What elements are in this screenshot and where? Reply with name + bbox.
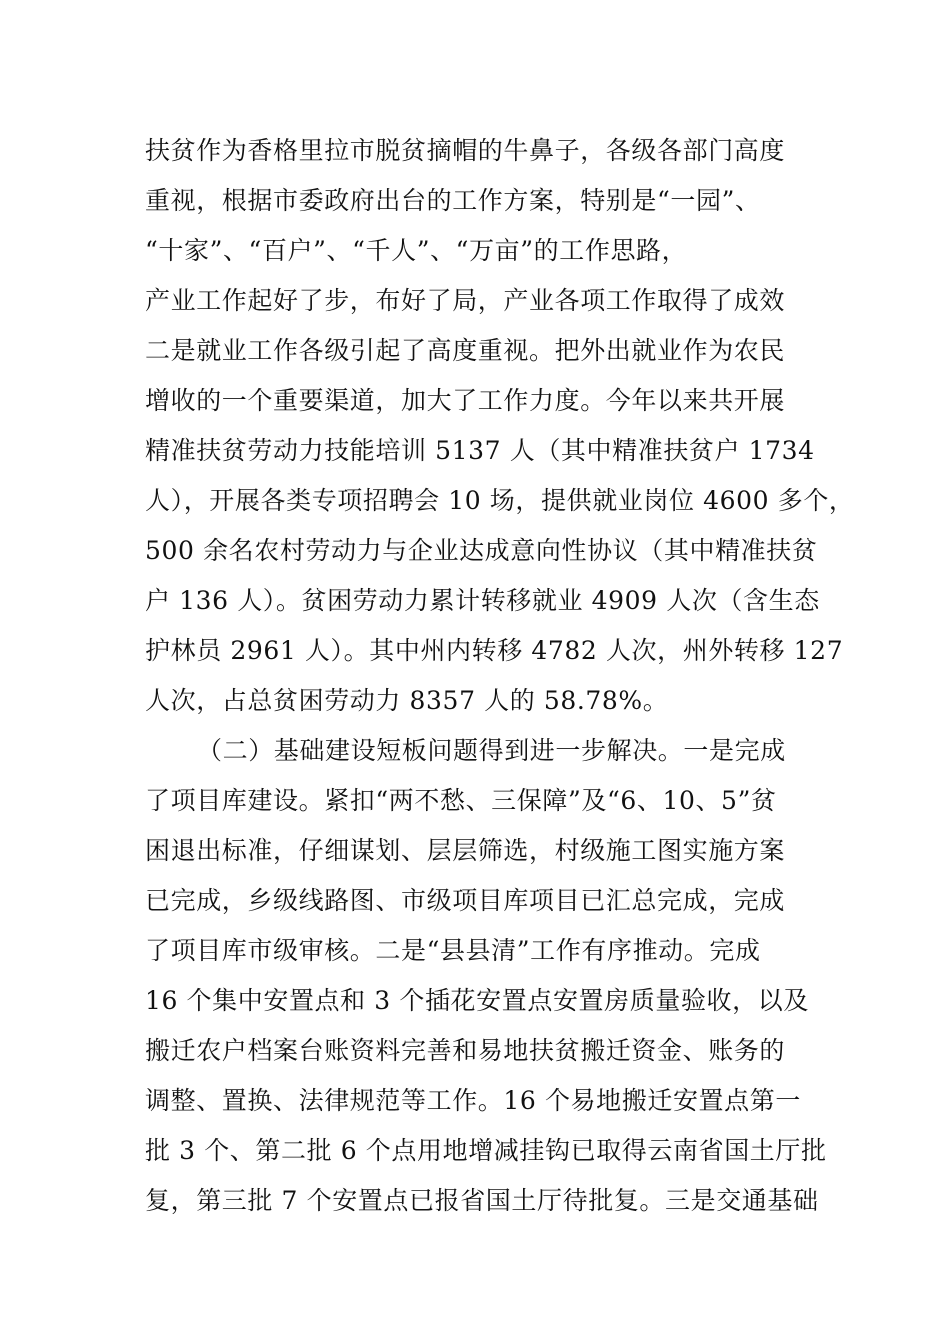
text-line: 调整、置换、法律规范等工作。16 个易地搬迁安置点第一 [145,1086,801,1115]
text-line: 16 个集中安置点和 3 个插花安置点安置房质量验收，以及 [145,986,809,1015]
text-line: 了项目库市级审核。二是“县县清”工作有序推动。完成 [145,936,761,965]
text-line: 人），开展各类专项招聘会 10 场，提供就业岗位 4600 多个， [145,486,855,515]
section-heading-line: （二）基础建设短板问题得到进一步解决。一是完成 [197,736,786,765]
text-line: 了项目库建设。紧扣“两不愁、三保障”及“6、10、5”贫 [145,786,777,815]
text-line: 护林员 2961 人）。其中州内转移 4782 人次，州外转移 127 [145,636,844,665]
text-line: 复，第三批 7 个安置点已报省国土厅待批复。三是交通基础 [145,1186,819,1215]
text-line: 重视，根据市委政府出台的工作方案，特别是“一园”、 [145,186,761,215]
body-text [145,126,855,1226]
text-line: 精准扶贫劳动力技能培训 5137 人（其中精准扶贫户 1734 [145,436,815,465]
text-line: 困退出标准，仔细谋划、层层筛选，村级施工图实施方案 [145,836,786,865]
text-line: 批 3 个、第二批 6 个点用地增减挂钩已取得云南省国土厅批 [145,1136,827,1165]
text-line: 增收的一个重要渠道，加大了工作力度。今年以来共开展 [145,386,786,415]
text-line: 户 136 人）。贫困劳动力累计转移就业 4909 人次（含生态 [145,586,820,615]
text-line: 人次，占总贫困劳动力 8357 人的 58.78%。 [145,686,669,715]
text-line: 已完成，乡级线路图、市级项目库项目已汇总完成，完成 [145,886,786,915]
text-line: 扶贫作为香格里拉市脱贫摘帽的牛鼻子，各级各部门高度 [145,136,786,165]
text-line: 500 余名农村劳动力与企业达成意向性协议（其中精准扶贫 [145,536,818,565]
text-line: 搬迁农户档案台账资料完善和易地扶贫搬迁资金、账务的 [145,1036,786,1065]
text-line: 二是就业工作各级引起了高度重视。把外出就业作为农民 [145,336,786,365]
text-line: “十家”、“百户”、“千人”、“万亩”的工作思路， [145,236,688,265]
text-line: 产业工作起好了步，布好了局，产业各项工作取得了成效 [145,286,786,315]
